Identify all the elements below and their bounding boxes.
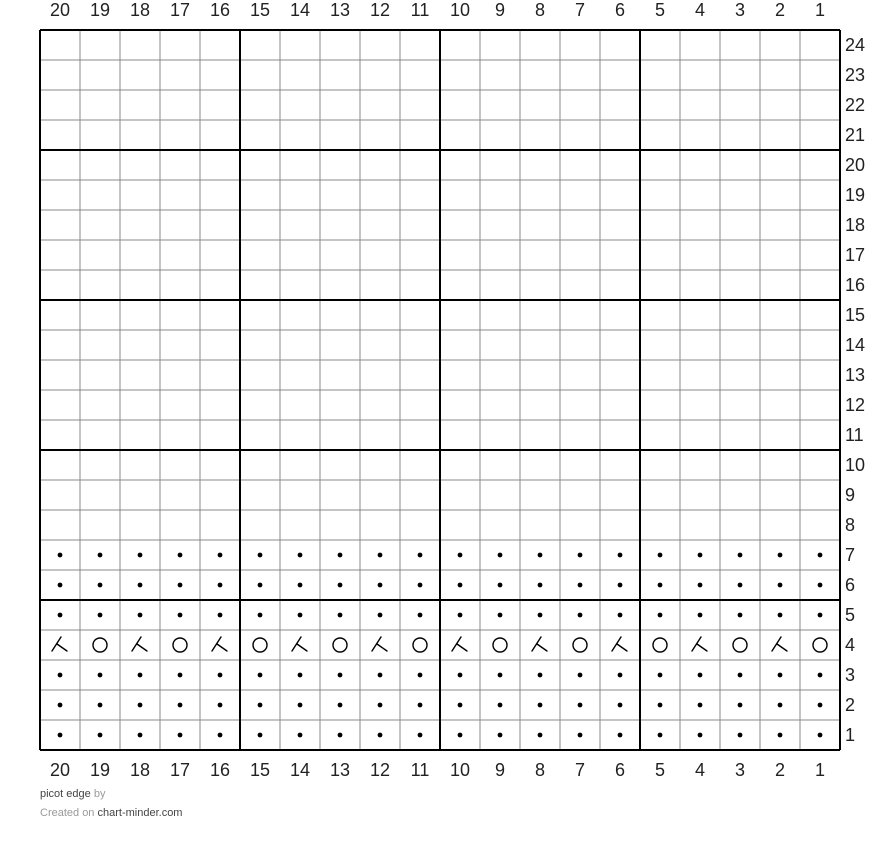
- dot-symbol: [698, 703, 703, 708]
- column-label-top: 14: [289, 0, 311, 20]
- dot-symbol: [578, 553, 583, 558]
- column-label-top: 7: [574, 0, 586, 20]
- dot-symbol: [698, 733, 703, 738]
- dot-symbol: [378, 703, 383, 708]
- column-label-bottom: 17: [169, 760, 191, 780]
- column-label-top: 15: [249, 0, 271, 20]
- dot-symbol: [538, 703, 543, 708]
- column-label-bottom: 9: [494, 760, 506, 780]
- dot-symbol: [578, 613, 583, 618]
- column-label-top: 12: [369, 0, 391, 20]
- dot-symbol: [578, 703, 583, 708]
- column-label-bottom: 3: [734, 760, 746, 780]
- dot-symbol: [58, 553, 63, 558]
- dot-symbol: [778, 613, 783, 618]
- dot-symbol: [338, 733, 343, 738]
- row-label: 4: [845, 635, 856, 655]
- dot-symbol: [818, 613, 823, 618]
- k2tog-symbol: [212, 637, 227, 651]
- chart-title: picot edge: [40, 788, 91, 800]
- dot-symbol: [378, 733, 383, 738]
- dot-symbol: [138, 553, 143, 558]
- dot-symbol: [618, 673, 623, 678]
- row-label: 23: [845, 65, 866, 85]
- dot-symbol: [418, 583, 423, 588]
- column-label-top: 8: [534, 0, 546, 20]
- k2tog-symbol: [132, 637, 147, 651]
- dot-symbol: [778, 703, 783, 708]
- dot-symbol: [818, 553, 823, 558]
- dot-symbol: [98, 583, 103, 588]
- dot-symbol: [218, 583, 223, 588]
- dot-symbol: [618, 583, 623, 588]
- column-label-top: 16: [209, 0, 231, 20]
- dot-symbol: [178, 673, 183, 678]
- dot-symbol: [298, 553, 303, 558]
- row-label: 1: [845, 725, 856, 745]
- dot-symbol: [578, 733, 583, 738]
- dot-symbol: [778, 553, 783, 558]
- column-label-bottom: 14: [289, 760, 311, 780]
- yarn-over-symbol: [733, 638, 747, 652]
- dot-symbol: [818, 673, 823, 678]
- dot-symbol: [658, 613, 663, 618]
- yarn-over-symbol: [413, 638, 427, 652]
- dot-symbol: [698, 673, 703, 678]
- column-label-top: 10: [449, 0, 471, 20]
- column-label-top: 5: [654, 0, 666, 20]
- right-row-labels: [845, 35, 865, 745]
- dot-symbol: [818, 703, 823, 708]
- dot-symbol: [98, 553, 103, 558]
- row-label: 17: [845, 245, 866, 265]
- dot-symbol: [98, 673, 103, 678]
- column-label-bottom: 15: [249, 760, 271, 780]
- k2tog-symbol: [692, 637, 707, 651]
- row-label: 3: [845, 665, 856, 685]
- dot-symbol: [418, 733, 423, 738]
- dot-symbol: [58, 583, 63, 588]
- dot-symbol: [618, 553, 623, 558]
- dot-symbol: [218, 673, 223, 678]
- column-label-bottom: 13: [329, 760, 351, 780]
- dot-symbol: [738, 553, 743, 558]
- k2tog-symbol: [772, 637, 787, 651]
- column-label-bottom: 6: [614, 760, 626, 780]
- row-label: 13: [845, 365, 866, 385]
- dot-symbol: [138, 733, 143, 738]
- row-label: 19: [845, 185, 866, 205]
- dot-symbol: [58, 703, 63, 708]
- row-label: 24: [845, 35, 866, 55]
- row-label: 11: [845, 425, 864, 445]
- dot-symbol: [498, 613, 503, 618]
- dot-symbol: [258, 673, 263, 678]
- dot-symbol: [658, 703, 663, 708]
- bottom-column-labels: [50, 760, 825, 780]
- column-label-bottom: 5: [654, 760, 666, 780]
- column-label-bottom: 19: [89, 760, 111, 780]
- column-label-top: 11: [410, 0, 430, 20]
- dot-symbol: [498, 553, 503, 558]
- yarn-over-symbol: [253, 638, 267, 652]
- yarn-over-symbol: [493, 638, 507, 652]
- column-label-top: 19: [89, 0, 111, 20]
- column-label-top: 18: [129, 0, 151, 20]
- site-link[interactable]: chart-minder.com: [97, 807, 183, 819]
- dot-symbol: [258, 613, 263, 618]
- dot-symbol: [458, 703, 463, 708]
- dot-symbol: [298, 583, 303, 588]
- row-label: 16: [845, 275, 866, 295]
- dot-symbol: [498, 733, 503, 738]
- dot-symbol: [738, 673, 743, 678]
- dot-symbol: [338, 583, 343, 588]
- dot-symbol: [418, 613, 423, 618]
- created-on-text: Created on: [40, 807, 95, 819]
- dot-symbol: [258, 583, 263, 588]
- dot-symbol: [178, 733, 183, 738]
- dot-symbol: [378, 553, 383, 558]
- column-label-top: 6: [614, 0, 626, 20]
- created-on-line: [40, 807, 182, 819]
- dot-symbol: [738, 613, 743, 618]
- dot-symbol: [698, 613, 703, 618]
- dot-symbol: [218, 733, 223, 738]
- row-label: 14: [845, 335, 866, 355]
- dot-symbol: [218, 553, 223, 558]
- dot-symbol: [138, 673, 143, 678]
- dot-symbol: [618, 703, 623, 708]
- column-label-bottom: 7: [574, 760, 586, 780]
- row-label: 8: [845, 515, 856, 535]
- dot-symbol: [538, 673, 543, 678]
- dot-symbol: [618, 733, 623, 738]
- dot-symbol: [738, 583, 743, 588]
- dot-symbol: [658, 553, 663, 558]
- dot-symbol: [178, 553, 183, 558]
- row-label: 5: [845, 605, 856, 625]
- dot-symbol: [218, 613, 223, 618]
- dot-symbol: [818, 583, 823, 588]
- dot-symbol: [538, 613, 543, 618]
- dot-symbol: [178, 613, 183, 618]
- dot-symbol: [258, 553, 263, 558]
- row-label: 10: [845, 455, 866, 475]
- dot-symbol: [538, 733, 543, 738]
- dot-symbol: [418, 553, 423, 558]
- column-label-bottom: 16: [209, 760, 231, 780]
- row-label: 6: [845, 575, 856, 595]
- dot-symbol: [738, 703, 743, 708]
- dot-symbol: [338, 703, 343, 708]
- dot-symbol: [98, 703, 103, 708]
- dot-symbol: [298, 673, 303, 678]
- column-label-bottom: 20: [49, 760, 71, 780]
- dot-symbol: [298, 733, 303, 738]
- dot-symbol: [458, 613, 463, 618]
- dot-symbol: [578, 673, 583, 678]
- dot-symbol: [738, 733, 743, 738]
- dot-symbol: [98, 613, 103, 618]
- dot-symbol: [338, 673, 343, 678]
- column-label-bottom: 4: [694, 760, 706, 780]
- yarn-over-symbol: [333, 638, 347, 652]
- dot-symbol: [258, 703, 263, 708]
- column-label-bottom: 12: [369, 760, 391, 780]
- dot-symbol: [58, 613, 63, 618]
- by-text: by: [93, 788, 106, 800]
- row-label: 9: [845, 485, 856, 505]
- row-label: 2: [845, 695, 856, 715]
- column-label-bottom: 8: [534, 760, 546, 780]
- k2tog-symbol: [452, 637, 467, 651]
- column-label-bottom: 1: [814, 760, 826, 780]
- yarn-over-symbol: [813, 638, 827, 652]
- dot-symbol: [778, 733, 783, 738]
- dot-symbol: [658, 733, 663, 738]
- dot-symbol: [138, 613, 143, 618]
- column-label-top: 4: [694, 0, 706, 20]
- column-label-top: 20: [49, 0, 71, 20]
- dot-symbol: [498, 673, 503, 678]
- dot-symbol: [298, 613, 303, 618]
- dot-symbol: [178, 583, 183, 588]
- dot-symbol: [338, 613, 343, 618]
- yarn-over-symbol: [93, 638, 107, 652]
- dot-symbol: [538, 553, 543, 558]
- column-label-bottom: 11: [410, 760, 430, 780]
- column-label-bottom: 18: [129, 760, 151, 780]
- dot-symbol: [498, 703, 503, 708]
- k2tog-symbol: [52, 637, 67, 651]
- dot-symbol: [458, 673, 463, 678]
- dot-symbol: [538, 583, 543, 588]
- dot-symbol: [418, 703, 423, 708]
- dot-symbol: [378, 583, 383, 588]
- dot-symbol: [338, 553, 343, 558]
- column-label-top: 2: [774, 0, 786, 20]
- dot-symbol: [658, 673, 663, 678]
- dot-symbol: [698, 583, 703, 588]
- dot-symbol: [458, 583, 463, 588]
- column-label-bottom: 2: [774, 760, 786, 780]
- dot-symbol: [378, 673, 383, 678]
- dot-symbol: [138, 703, 143, 708]
- column-label-top: 3: [734, 0, 746, 20]
- row-label: 18: [845, 215, 866, 235]
- yarn-over-symbol: [653, 638, 667, 652]
- dot-symbol: [458, 733, 463, 738]
- row-label: 21: [845, 125, 866, 145]
- k2tog-symbol: [532, 637, 547, 651]
- dot-symbol: [138, 583, 143, 588]
- top-column-labels: [50, 0, 825, 20]
- dot-symbol: [218, 703, 223, 708]
- dot-symbol: [778, 583, 783, 588]
- dot-symbol: [618, 613, 623, 618]
- row-label: 22: [845, 95, 866, 115]
- dot-symbol: [818, 733, 823, 738]
- row-label: 12: [845, 395, 866, 415]
- k2tog-symbol: [372, 637, 387, 651]
- column-label-top: 17: [169, 0, 191, 20]
- row-label: 15: [845, 305, 866, 325]
- dot-symbol: [458, 553, 463, 558]
- column-label-top: 13: [329, 0, 351, 20]
- row-label: 20: [845, 155, 866, 175]
- dot-symbol: [658, 583, 663, 588]
- dot-symbol: [258, 733, 263, 738]
- column-label-bottom: 10: [449, 760, 471, 780]
- dot-symbol: [58, 733, 63, 738]
- dot-symbol: [418, 673, 423, 678]
- dot-symbol: [578, 583, 583, 588]
- dot-symbol: [498, 583, 503, 588]
- yarn-over-symbol: [573, 638, 587, 652]
- dot-symbol: [698, 553, 703, 558]
- dot-symbol: [778, 673, 783, 678]
- chart-attribution: [40, 788, 105, 800]
- yarn-over-symbol: [173, 638, 187, 652]
- dot-symbol: [178, 703, 183, 708]
- k2tog-symbol: [292, 637, 307, 651]
- column-label-top: 9: [494, 0, 506, 20]
- dot-symbol: [58, 673, 63, 678]
- row-label: 7: [845, 545, 856, 565]
- dot-symbol: [98, 733, 103, 738]
- dot-symbol: [298, 703, 303, 708]
- k2tog-symbol: [612, 637, 627, 651]
- column-label-top: 1: [814, 0, 826, 20]
- dot-symbol: [378, 613, 383, 618]
